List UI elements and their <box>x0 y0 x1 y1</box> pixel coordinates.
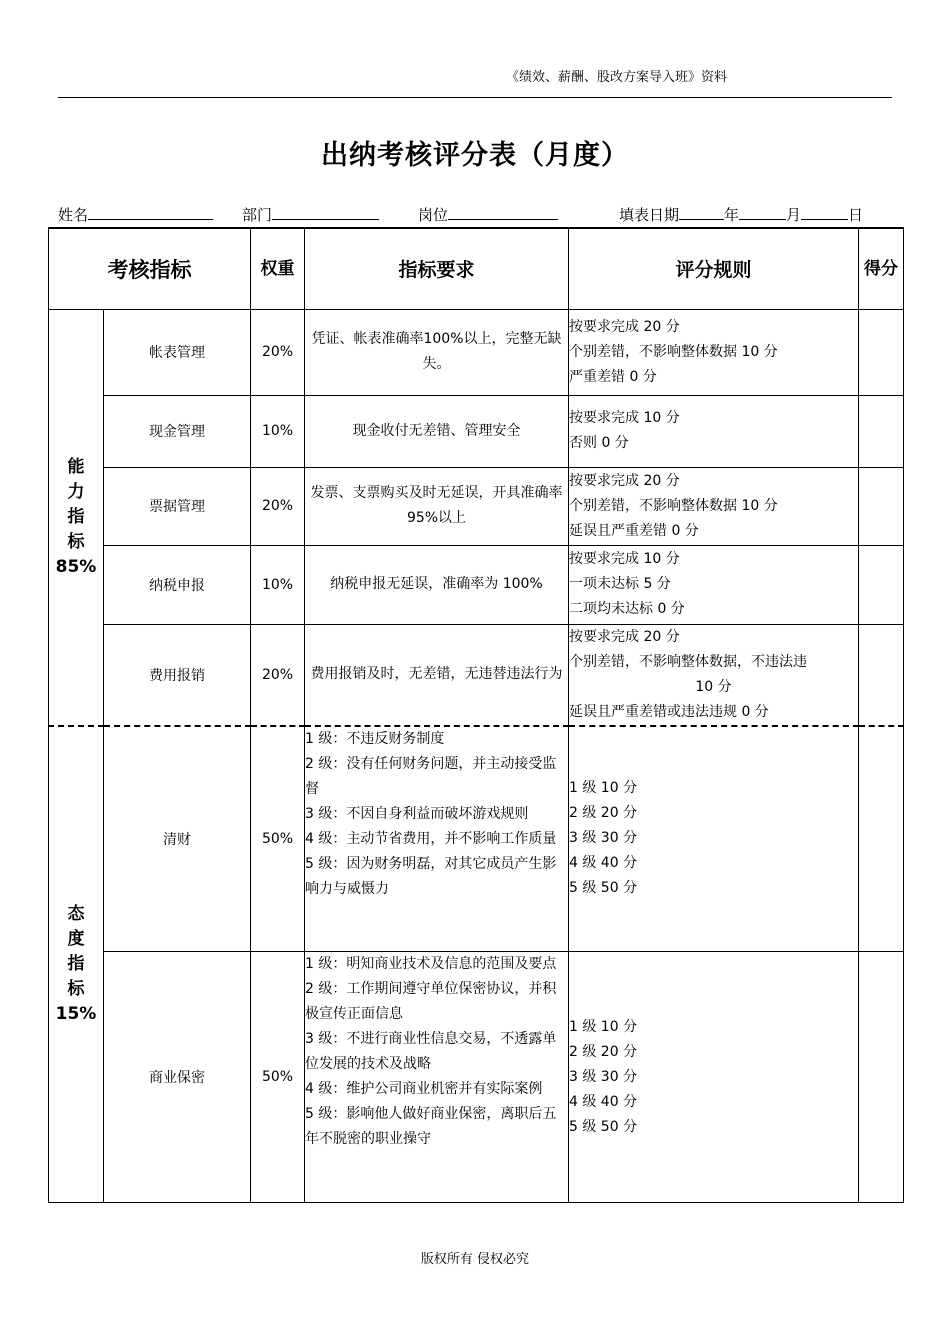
table-header-row <box>49 228 904 309</box>
score-cell[interactable] <box>859 726 904 952</box>
date-label: 填表日期 <box>619 206 680 224</box>
item-name: 帐表管理 <box>104 309 251 395</box>
item-requirement: 1 级：明知商业技术及信息的范围及要点 2 级：工作期间遵守单位保密协议，并积极宣传正面信息 3 级：不进行商业性信息交易，不透露单位发展的技术及战略 4 级：维护公司商业机密并有实际案例 5 级：影响他人做好商业保密，离职后五年不脱密的职业操守 <box>305 952 569 1203</box>
year-field[interactable] <box>679 204 724 220</box>
item-requirement: 费用报销及时，无差错，无违替违法行为 <box>305 624 569 726</box>
table-row <box>49 395 904 467</box>
group-label-ability: 能 力 指 标 85% <box>49 309 104 726</box>
item-requirement: 纳税申报无延误，准确率为 100% <box>305 545 569 624</box>
header-score: 得分 <box>859 228 904 309</box>
year-label: 年 <box>724 206 740 224</box>
page-footer: 版权所有 侵权必究 <box>420 1252 530 1267</box>
item-name: 费用报销 <box>104 624 251 726</box>
score-cell[interactable] <box>859 545 904 624</box>
header-indicator: 考核指标 <box>49 228 251 309</box>
name-field[interactable] <box>88 204 213 220</box>
dept-field[interactable] <box>272 204 379 220</box>
post-label: 岗位 <box>418 206 449 224</box>
table-row <box>49 545 904 624</box>
name-label: 姓名 <box>58 206 89 224</box>
table-row <box>49 952 904 1203</box>
group-label-attitude: 态 度 指 标 15% <box>49 726 104 1203</box>
item-rules: 按要求完成 20 分 个别差错，不影响整体数据 10 分 延误且严重差错 0 分 <box>569 467 859 545</box>
page-title: 出纳考核评分表（月度） <box>321 140 629 171</box>
item-weight: 50% <box>251 726 305 952</box>
item-name: 清财 <box>104 726 251 952</box>
item-rules: 1 级 10 分 2 级 20 分 3 级 30 分 4 级 40 分 5 级 50 分 <box>569 726 859 952</box>
header-requirement: 指标要求 <box>305 228 569 309</box>
item-name: 票据管理 <box>104 467 251 545</box>
item-weight: 10% <box>251 545 305 624</box>
item-requirement: 1 级：不违反财务制度 2 级：没有任何财务问题，并主动接受监督 3 级：不因自身利益而破坏游戏规则 4 级：主动节省费用，并不影响工作质量 5 级：因为财务明磊，对其它成员产生影响力与威慑力 <box>305 726 569 952</box>
score-cell[interactable] <box>859 395 904 467</box>
month-field[interactable] <box>739 204 786 220</box>
item-weight: 50% <box>251 952 305 1203</box>
item-weight: 20% <box>251 624 305 726</box>
score-cell[interactable] <box>859 467 904 545</box>
item-requirement: 凭证、帐表准确率100%以上，完整无缺失。 <box>305 309 569 395</box>
item-rules: 1 级 10 分 2 级 20 分 3 级 30 分 4 级 40 分 5 级 50 分 <box>569 952 859 1203</box>
item-rules: 按要求完成 20 分 个别差错，不影响整体数据，不违法违 10 分 延误且严重差错或违法违规 0 分 <box>569 624 859 726</box>
item-weight: 10% <box>251 395 305 467</box>
item-rules: 按要求完成 20 分 个别差错，不影响整体数据 10 分 严重差错 0 分 <box>569 309 859 395</box>
month-label: 月 <box>786 206 802 224</box>
item-rules: 按要求完成 10 分 一项未达标 5 分 二项均未达标 0 分 <box>569 545 859 624</box>
item-weight: 20% <box>251 309 305 395</box>
header-rule <box>58 97 892 98</box>
day-field[interactable] <box>801 204 848 220</box>
header-rule: 评分规则 <box>569 228 859 309</box>
item-name: 商业保密 <box>104 952 251 1203</box>
score-cell[interactable] <box>859 624 904 726</box>
dept-label: 部门 <box>242 206 273 224</box>
item-weight: 20% <box>251 467 305 545</box>
header-note: 《绩效、薪酬、股改方案导入班》资料 <box>506 70 728 85</box>
item-name: 现金管理 <box>104 395 251 467</box>
header-weight: 权重 <box>251 228 305 309</box>
day-label: 日 <box>848 206 864 224</box>
item-requirement: 发票、支票购买及时无延误，开具准确率 95%以上 <box>305 467 569 545</box>
table-row <box>49 624 904 726</box>
score-cell[interactable] <box>859 952 904 1203</box>
table-row <box>49 467 904 545</box>
assessment-table <box>48 227 904 1203</box>
post-field[interactable] <box>448 204 558 220</box>
form-info-line <box>58 204 892 224</box>
table-row <box>49 309 904 395</box>
item-requirement: 现金收付无差错、管理安全 <box>305 395 569 467</box>
score-cell[interactable] <box>859 309 904 395</box>
item-rules: 按要求完成 10 分 否则 0 分 <box>569 395 859 467</box>
table-row <box>49 726 904 952</box>
item-name: 纳税申报 <box>104 545 251 624</box>
